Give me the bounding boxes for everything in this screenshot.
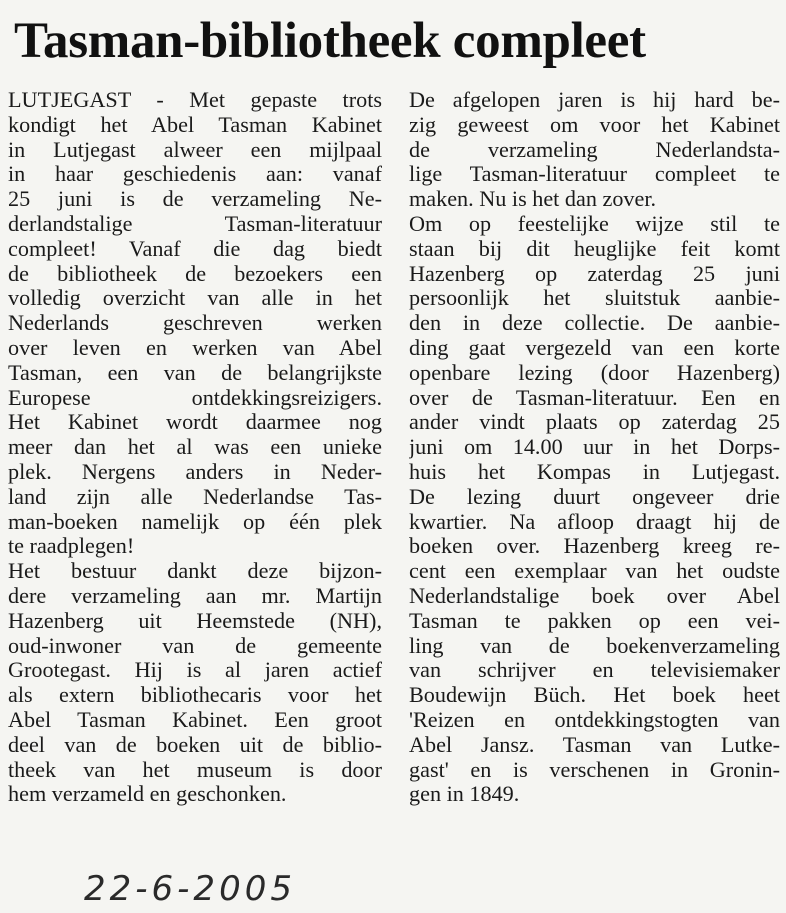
text-line: land zijn alle Nederlandse Tas- xyxy=(8,484,382,509)
text-line: openbare lezing (door Hazenberg) xyxy=(409,360,780,385)
text-line: den in deze collectie. De aanbie- xyxy=(409,311,780,336)
text-line: in haar geschiedenis aan: vanaf xyxy=(8,162,382,187)
handwritten-date-text: 22-6-2005 xyxy=(84,869,296,908)
text-line: 25 juni is de verzameling Ne- xyxy=(8,187,382,212)
text-line: ding gaat vergezeld van een korte xyxy=(409,335,780,360)
text-line: Nederlands geschreven werken xyxy=(8,311,382,336)
text-line: Het Kabinet wordt daarmee nog xyxy=(8,410,382,435)
handwritten-date xyxy=(82,866,402,908)
text-line: cent een exemplaar van het oudste xyxy=(409,559,780,584)
text-line: staan bij dit heuglijke feit komt xyxy=(409,236,780,261)
text-line: Tasman, een van de belangrijkste xyxy=(8,360,382,385)
text-line: als extern bibliothecaris voor het xyxy=(8,683,382,708)
text-line: ling van de boekenverzameling xyxy=(409,633,780,658)
text-line: hem verzameld en geschonken. xyxy=(8,782,287,807)
text-line: kondigt het Abel Tasman Kabinet xyxy=(8,112,382,137)
text-line: ander vindt plaats op zaterdag 25 xyxy=(409,410,780,435)
text-line: persoonlijk het sluitstuk aanbie- xyxy=(409,286,780,311)
text-line: meer dan het al was een unieke xyxy=(8,435,382,460)
text-line: van schrijver en televisiemaker xyxy=(409,658,780,683)
text-line: dere verzameling aan mr. Martijn xyxy=(8,583,382,608)
text-line: man-boeken namelijk op één plek xyxy=(8,509,382,534)
text-line: maken. Nu is het dan zover. xyxy=(409,187,657,212)
text-line: theek van het museum is door xyxy=(8,757,382,782)
text-line: 'Reizen en ontdekkingstogten van xyxy=(409,707,780,732)
text-line: de bibliotheek de bezoekers een xyxy=(8,261,382,286)
text-line: De lezing duurt ongeveer drie xyxy=(409,484,780,509)
text-line: LUTJEGAST - Met gepaste trots xyxy=(8,88,382,112)
text-line: gen in 1849. xyxy=(409,782,520,807)
text-line: derlandstalige Tasman-literatuur xyxy=(8,211,382,236)
text-line: kwartier. Na afloop draagt hij de xyxy=(409,509,780,534)
text-line: de verzameling Nederlandsta- xyxy=(409,137,780,162)
text-line: boeken over. Hazenberg kreeg re- xyxy=(409,534,780,559)
right-column xyxy=(409,88,780,807)
text-line: compleet! Vanaf die dag biedt xyxy=(8,236,382,261)
text-line: plek. Nergens anders in Neder- xyxy=(8,459,382,484)
text-line: Het bestuur dankt deze bijzon- xyxy=(8,559,382,584)
text-line: Hazenberg uit Heemstede (NH), xyxy=(8,608,382,633)
text-line: gast' en is verschenen in Gronin- xyxy=(409,757,780,782)
text-line: Grootegast. Hij is al jaren actief xyxy=(8,658,382,683)
text-line: Tasman te pakken op een vei- xyxy=(409,608,780,633)
headline: Tasman-bibliotheek compleet xyxy=(14,13,646,69)
text-line: Abel Tasman Kabinet. Een groot xyxy=(8,707,382,732)
text-line: De afgelopen jaren is hij hard be- xyxy=(409,88,780,112)
text-line: huis het Kompas in Lutjegast. xyxy=(409,459,780,484)
text-line: Nederlandstalige boek over Abel xyxy=(409,583,780,608)
left-column xyxy=(8,88,382,807)
text-line: juni om 14.00 uur in het Dorps- xyxy=(409,435,780,460)
text-line: Abel Jansz. Tasman van Lutke- xyxy=(409,732,780,757)
text-line: oud-inwoner van de gemeente xyxy=(8,633,382,658)
text-line: zig geweest om voor het Kabinet xyxy=(409,112,780,137)
text-line: Europese ontdekkingsreizigers. xyxy=(8,385,382,410)
text-line: volledig overzicht van alle in het xyxy=(8,286,382,311)
text-line: lige Tasman-literatuur compleet te xyxy=(409,162,780,187)
text-line: in Lutjegast alweer een mijlpaal xyxy=(8,137,382,162)
text-line: deel van de boeken uit de biblio- xyxy=(8,732,382,757)
text-line: te raadplegen! xyxy=(8,534,135,559)
text-line: Om op feestelijke wijze stil te xyxy=(409,211,780,236)
text-line: over leven en werken van Abel xyxy=(8,335,382,360)
text-line: Boudewijn Büch. Het boek heet xyxy=(409,683,780,708)
text-line: Hazenberg op zaterdag 25 juni xyxy=(409,261,780,286)
text-line: over de Tasman-literatuur. Een en xyxy=(409,385,780,410)
